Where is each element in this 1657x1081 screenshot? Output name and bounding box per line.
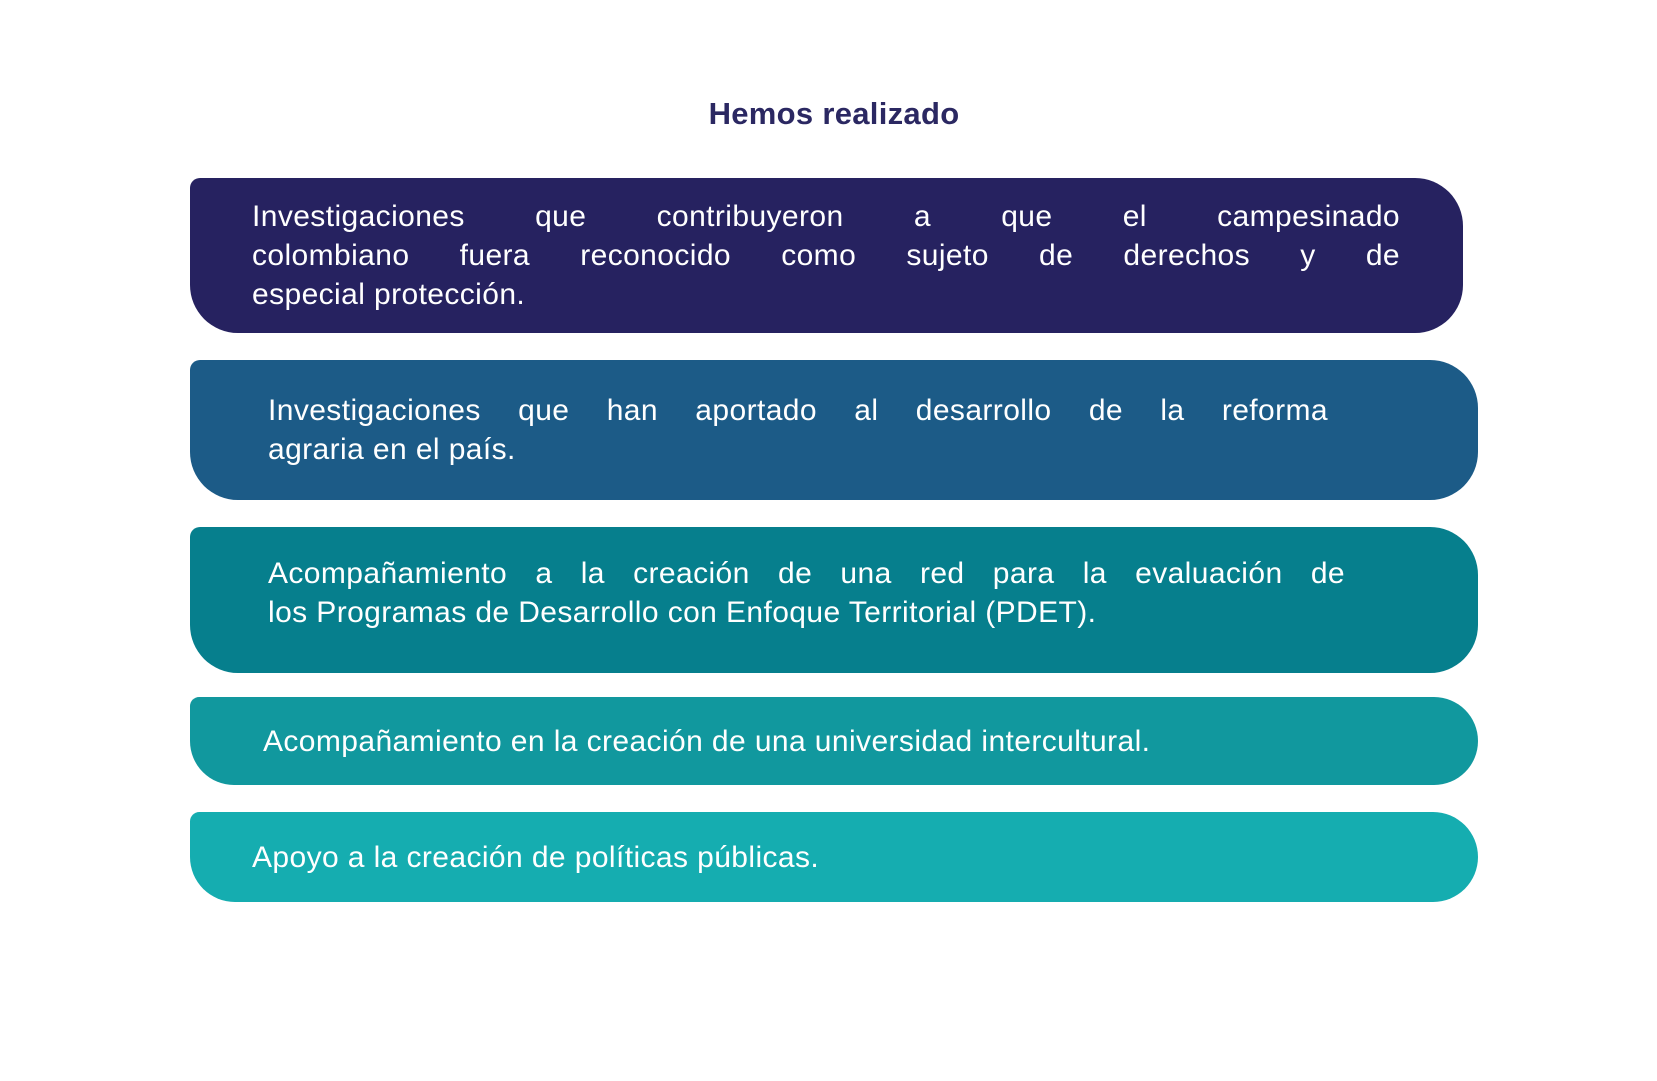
card-text-line: agraria en el país.	[268, 433, 516, 466]
card-text-line: Investigaciones que contribuyeron a que el campesinado	[252, 200, 1400, 233]
card-text-line: Investigaciones que han aportado al desarrollo de la reforma	[268, 394, 1328, 427]
page-title: Hemos realizado	[708, 96, 960, 131]
card-investigaciones-reforma-agraria	[190, 360, 1478, 500]
card-text-line: Acompañamiento en la creación de una universidad intercultural.	[263, 724, 1151, 758]
card-apoyo-politicas-publicas	[190, 812, 1478, 902]
card-acompanamiento-red-pdet	[190, 527, 1478, 673]
card-text-line: Apoyo a la creación de políticas públicas.	[252, 840, 820, 874]
card-text-line: los Programas de Desarrollo con Enfoque Territorial (PDET).	[268, 596, 1097, 629]
card-text-line: colombiano fuera reconocido como sujeto de derechos y de	[252, 239, 1400, 272]
card-text-line: Acompañamiento a la creación de una red para la evaluación de	[268, 557, 1345, 590]
card-acompanamiento-universidad-intercultural	[190, 697, 1478, 785]
card-text-line: especial protección.	[252, 278, 526, 311]
card-investigaciones-campesinado	[190, 178, 1463, 333]
